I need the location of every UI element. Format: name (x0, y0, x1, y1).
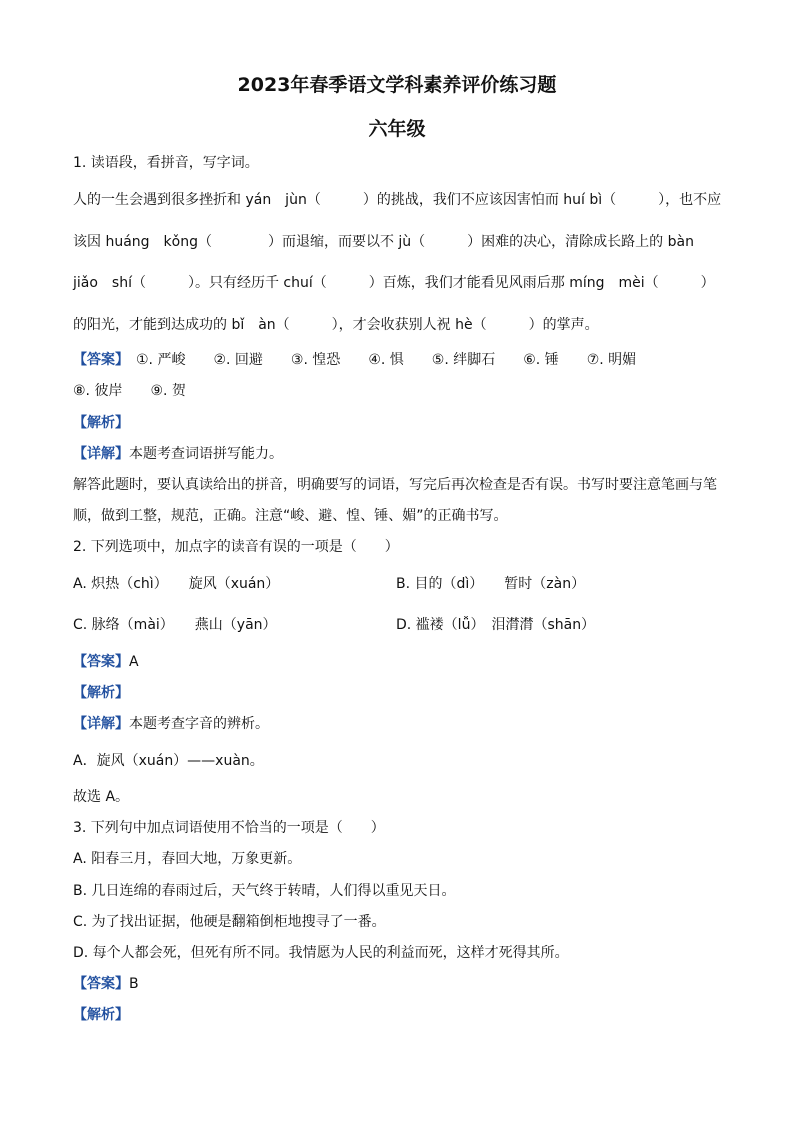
q3-option-a: A. 阳春三月，春回大地，万象更新。 (73, 851, 302, 867)
answer-label: 【答案】 (73, 352, 122, 368)
q1-line-1: 人的一生会遇到很多挫折和 yán jùn（ ）的挑战，我们不应该因害怕而 huí bì（ ），也不应 (73, 192, 722, 208)
q2-detail-text: 本题考查字音的辨析。 (129, 716, 269, 732)
q1-explain-1: 解答此题时，要认真读给出的拼音，明确要写的词语，写完后再次检查是否有误。书写时要注意笔画与笔 (73, 477, 717, 493)
q2-analysis-label: 【解析】 (73, 685, 129, 701)
q1-stem: 1. 读语段，看拼音，写字词。 (73, 155, 259, 171)
q1-line-3: jiǎo shí（ ）。只有经历千 chuí（ ）百炼，我们才能看见风雨后那 míng mèi（ ） (73, 275, 715, 291)
q1-line-2: 该因 huáng kǒng（ ）而退缩，而要以不 jù（ ）困难的决心，清除成长路上的 bàn (73, 234, 694, 250)
q1-answer (73, 349, 636, 369)
q2-explain-2: 故选 A。 (73, 789, 130, 805)
q1-detail (73, 443, 283, 463)
detail-label: 【详解】 (73, 446, 129, 462)
q2-detail (73, 713, 269, 733)
q1-line-4: 的阳光，才能到达成功的 bǐ àn（ ），才会收获别人祝 hè（ ）的掌声。 (73, 317, 599, 333)
q2-option-a: A. 炽热（chì） 旋风（xuán） (73, 576, 280, 592)
answer-label: 【答案】 (73, 976, 129, 992)
q1-detail-text: 本题考查词语拼写能力。 (129, 446, 283, 462)
q3-stem: 3. 下列句中加点词语使用不恰当的一项是（ ） (73, 820, 385, 836)
q1-answer-text: ①. 严峻 ②. 回避 ③. 惶恐 ④. 惧 ⑤. 绊脚石 ⑥. 锤 ⑦. 明媚 (122, 352, 637, 368)
q3-answer (73, 973, 139, 993)
q3-option-d: D. 每个人都会死，但死有所不同。我情愿为人民的利益而死，这样才死得其所。 (73, 945, 569, 961)
page-title: 2023年春季语文学科素养评价练习题 (237, 74, 557, 96)
q2-explain-1: A．旋风（xuán）——xuàn。 (73, 753, 264, 769)
q2-option-b: B. 目的（dì） 暂时（zàn） (396, 576, 586, 592)
q1-explain-2: 顺，做到工整，规范，正确。注意“峻、避、惶、锤、媚”的正确书写。 (73, 508, 508, 524)
q3-answer-text: B (129, 976, 139, 992)
q2-answer-text: A (129, 654, 139, 670)
q1-answer-cont: ⑧. 彼岸 ⑨. 贺 (73, 383, 186, 399)
q1-analysis-label: 【解析】 (73, 415, 129, 431)
page-subtitle: 六年级 (368, 118, 426, 140)
q2-option-d: D. 褴褛（lǚ） 泪潸潸（shān） (396, 617, 596, 633)
answer-label: 【答案】 (73, 654, 129, 670)
q3-option-b: B. 几日连绵的春雨过后，天气终于转晴，人们得以重见天日。 (73, 883, 456, 899)
q3-option-c: C. 为了找出证据，他硬是翻箱倒柜地搜寻了一番。 (73, 914, 386, 930)
q2-answer (73, 651, 139, 671)
q3-analysis-label: 【解析】 (73, 1007, 129, 1023)
detail-label: 【详解】 (73, 716, 129, 732)
q2-stem: 2. 下列选项中，加点字的读音有误的一项是（ ） (73, 539, 399, 555)
q2-option-c: C. 脉络（mài） 燕山（yān） (73, 617, 277, 633)
